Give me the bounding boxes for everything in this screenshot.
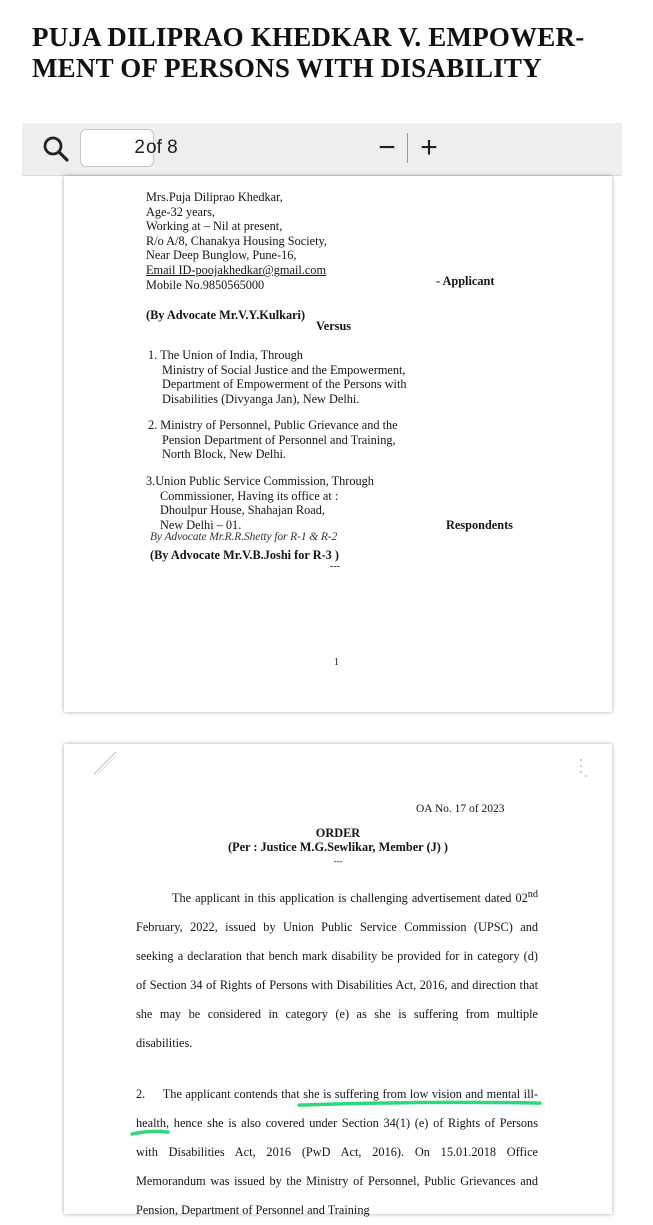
address-line: Working at – Nil at present, [146, 219, 283, 234]
para2-text-start: The applicant contends that [162, 1087, 304, 1102]
respondent-line: Disabilities (Divyanga Jan), New Delhi. [162, 391, 360, 406]
respondent-line: North Block, New Delhi. [162, 447, 286, 462]
handwritten-note: By Advocate Mr.R.R.Shetty for R-1 & R-2 [150, 531, 338, 543]
respondent-line: Pension Department of Personnel and Training, [162, 432, 396, 447]
address-line: Age-32 years, [146, 204, 215, 219]
document-page-2[interactable] [64, 744, 612, 1218]
advocate-respondents: (By Advocate Mr.V.B.Joshi for R-3 ) [150, 548, 340, 562]
document-title [32, 22, 632, 84]
per-justice-line: (Per : Justice M.G.Sewlikar, Member (J) ) [227, 840, 449, 854]
title-line-1: PUJA DILIPRAO KHEDKAR V. EMPOWER- [32, 22, 585, 52]
respondent-2 [148, 418, 398, 462]
zoom-in-button[interactable]: + [420, 131, 438, 164]
page-number-input[interactable] [80, 129, 154, 167]
respondent-line: 3.Union Public Service Commission, Through [146, 474, 374, 488]
case-number: OA No. 17 of 2023 [416, 803, 505, 815]
scan-corner-mark-icon [92, 750, 118, 776]
para1-superscript: nd [527, 889, 538, 900]
respondents-label: Respondents [446, 518, 513, 532]
respondent-line: Dhoulpur House, Shahajan Road, [160, 503, 325, 518]
paragraph-1 [136, 880, 538, 1058]
respondent-3 [146, 474, 374, 532]
highlighted-text: she is suffering from low vision and mental ill-health [136, 1087, 539, 1131]
applicant-label: - Applicant [436, 274, 495, 288]
address-line: Mobile No.9850565000 [146, 277, 265, 292]
separator-dashes: --- [330, 561, 340, 572]
respondent-line: Ministry of Social Justice and the Empowerment, [162, 362, 406, 377]
applicant-address [146, 190, 327, 292]
address-email: Email ID-poojakhedkar@gmail.com [146, 262, 327, 277]
para1-text-end: February, 2022, issued by Union Public Service Commission (UPSC) and seeking a declaration that bench mark disability be provided for in category (d) of Section 34 of Rights of Persons with Disabilities Act, 2016, and direction that she may be considered in category (e) as she is suffering from multiple disabilities. [136, 920, 538, 1051]
page-count-label: of 8 [146, 137, 178, 158]
title-line-2: MENT OF PERSONS WITH DISABILITY [32, 53, 542, 83]
zoom-out-button[interactable]: − [378, 131, 396, 164]
para2-text-end: , hence she is also covered under Section 34(1) (e) of Rights of Persons with Disabilities Act, 2016 (PwD Act, 2016). On 15.01.2018 Office Memorandum was issued by the Ministry of Personnel, Public Grievances and Pension, Department of Personnel and Training [136, 1116, 538, 1218]
separator-dash: --- [333, 856, 343, 866]
address-line: Mrs.Puja Diliprao Khedkar, [146, 190, 283, 204]
respondent-line: Department of Empowerment of the Persons with [162, 377, 407, 392]
respondent-line: 2. Ministry of Personnel, Public Grievance and the [148, 418, 398, 432]
scan-artifact-icon [572, 756, 590, 780]
respondent-line: New Delhi – 01. [160, 517, 242, 532]
versus-label: Versus [316, 319, 352, 333]
respondent-1 [148, 348, 407, 406]
paragraph-2 [136, 1080, 538, 1225]
respondent-line: 1. The Union of India, Through [148, 348, 303, 362]
address-line: Near Deep Bunglow, Pune-16, [146, 248, 297, 263]
zoom-divider [407, 133, 408, 163]
pdf-viewer-toolbar [22, 123, 622, 176]
document-page-1[interactable] [64, 176, 612, 712]
order-heading: ORDER [315, 826, 361, 840]
address-line: R/o A/8, Chanakya Housing Society, [146, 233, 327, 248]
page-number: 1 [334, 657, 339, 668]
para2-number: 2. [136, 1087, 146, 1102]
search-icon[interactable] [42, 135, 70, 163]
advocate-applicant: (By Advocate Mr.V.Y.Kulkari) [146, 308, 306, 322]
para1-text-start: The applicant in this application is challenging advertisement dated 02 [172, 891, 528, 906]
order-body [136, 880, 538, 1225]
respondent-line: Commissioner, Having its office at : [160, 488, 339, 503]
